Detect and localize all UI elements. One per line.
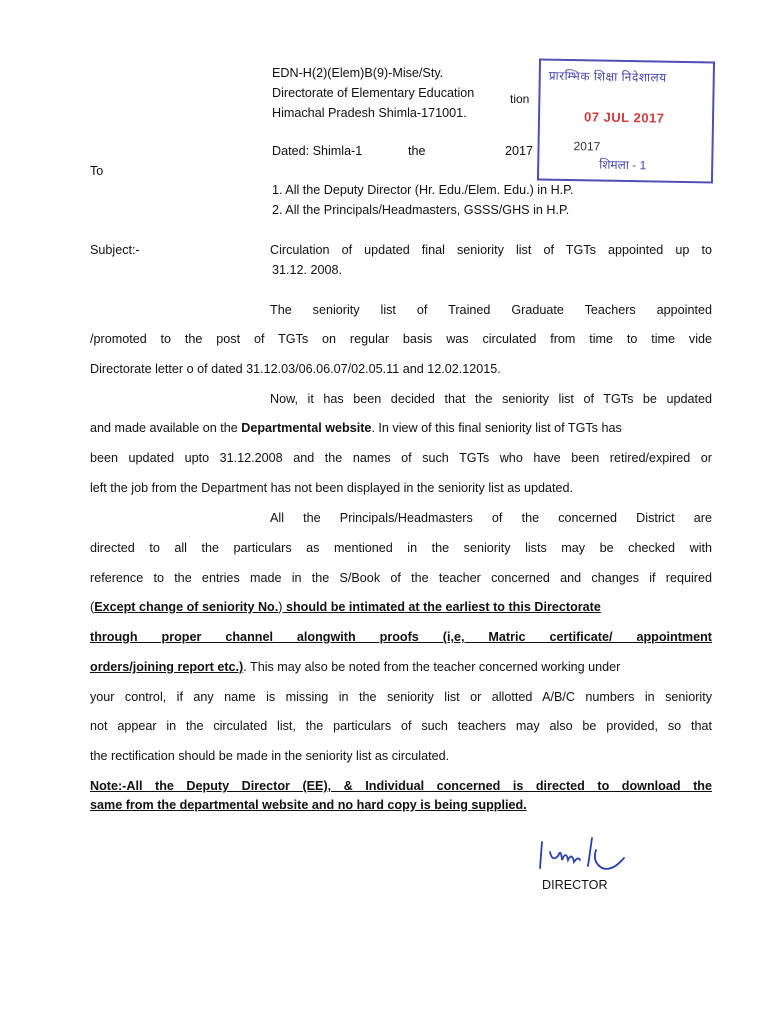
departmental-website-emphasis: Departmental website <box>241 421 372 435</box>
para1-line-2: /promoted to the post of TGTs on regular basis was circulated from time to time vide <box>90 332 712 346</box>
note-line-2: same from the departmental website and no hard copy is being supplied. <box>90 798 527 812</box>
office-address: Himachal Pradesh Shimla-171001. <box>272 106 467 120</box>
para3-line-8: not appear in the circulated list, the particulars of such teachers may also be provided, so that <box>90 719 712 733</box>
para2-line-3: been updated upto 31.12.2008 and the names of such TGTs who have been retired/expired or <box>90 451 712 465</box>
dated-the: the <box>408 144 426 158</box>
para2-line-2 <box>90 421 712 435</box>
para3-line-6 <box>90 660 712 674</box>
recipient-1: 1. All the Deputy Director (Hr. Edu./Elem. Edu.) in H.P. <box>272 183 574 197</box>
paren-close: ) <box>278 600 283 614</box>
office-suffix: tion <box>510 92 530 106</box>
paren-open: ( <box>90 600 95 614</box>
subject-line-2: 31.12. 2008. <box>272 263 343 277</box>
para3-line-1: All the Principals/Headmasters of the concerned District are <box>270 511 712 525</box>
dated-label: Dated: Shimla-1 <box>272 144 363 158</box>
dated-year: 2017 <box>505 144 534 158</box>
para3-line-4 <box>90 600 712 614</box>
stamp-hindi-title: प्रारम्भिक शिक्षा निदेशालय <box>548 68 667 85</box>
para3-line-6-rest: . This may also be noted from the teacher concerned working under <box>243 660 621 674</box>
para2-text-a: and made available on the <box>90 421 242 435</box>
para2-line-1: Now, it has been decided that the seniority list of TGTs be updated <box>270 392 712 406</box>
director-signature <box>530 830 630 875</box>
subject-label: Subject:- <box>90 243 140 257</box>
para3-line-9: the rectification should be made in the seniority list as circulated. <box>90 749 450 763</box>
note-line-1: Note:-All the Deputy Director (EE), & Individual concerned is directed to download the <box>90 779 712 793</box>
director-designation: DIRECTOR <box>542 878 608 892</box>
para2-line-4: left the job from the Department has not been displayed in the seniority list as updated. <box>90 481 574 495</box>
documents-list: orders/joining report etc.) <box>90 660 244 674</box>
para3-line-5: through proper channel alongwith proofs (i,e, Matric certificate/ appointment <box>90 630 712 644</box>
subject-line-1: Circulation of updated final seniority list of TGTs appointed up to <box>270 243 712 257</box>
seniority-exception: Except change of seniority No. <box>94 600 279 614</box>
para2-text-b: . In view of this final seniority list of TGTs has <box>371 421 622 435</box>
stamp-date: 07 JUL 2017 <box>583 109 665 126</box>
office-name: Directorate of Elementary Education <box>272 86 475 100</box>
para1-line-1: The seniority list of Trained Graduate Teachers appointed <box>270 303 712 317</box>
para3-line-2: directed to all the particulars as mentioned in the seniority lists may be checked with <box>90 541 712 555</box>
para1-line-3: Directorate letter o of dated 31.12.03/06.06.07/02.05.11 and 12.02.12015. <box>90 362 501 376</box>
stamp-year: 2017 <box>573 139 601 154</box>
recipient-2: 2. All the Principals/Headmasters, GSSS/GHS in H.P. <box>272 203 570 217</box>
reference-number: EDN-H(2)(Elem)B(9)-Mise/Sty. <box>272 66 444 80</box>
to-label: To <box>90 164 104 178</box>
para3-line-7: your control, if any name is missing in the seniority list or allotted A/B/C numbers in seniority <box>90 690 712 704</box>
receipt-stamp <box>537 58 715 183</box>
stamp-hindi-place: शिमला - 1 <box>599 157 647 173</box>
para3-line-3: reference to the entries made in the S/Book of the teacher concerned and changes if required <box>90 571 712 585</box>
intimation-instruction: should be intimated at the earliest to this Directorate <box>282 600 601 614</box>
